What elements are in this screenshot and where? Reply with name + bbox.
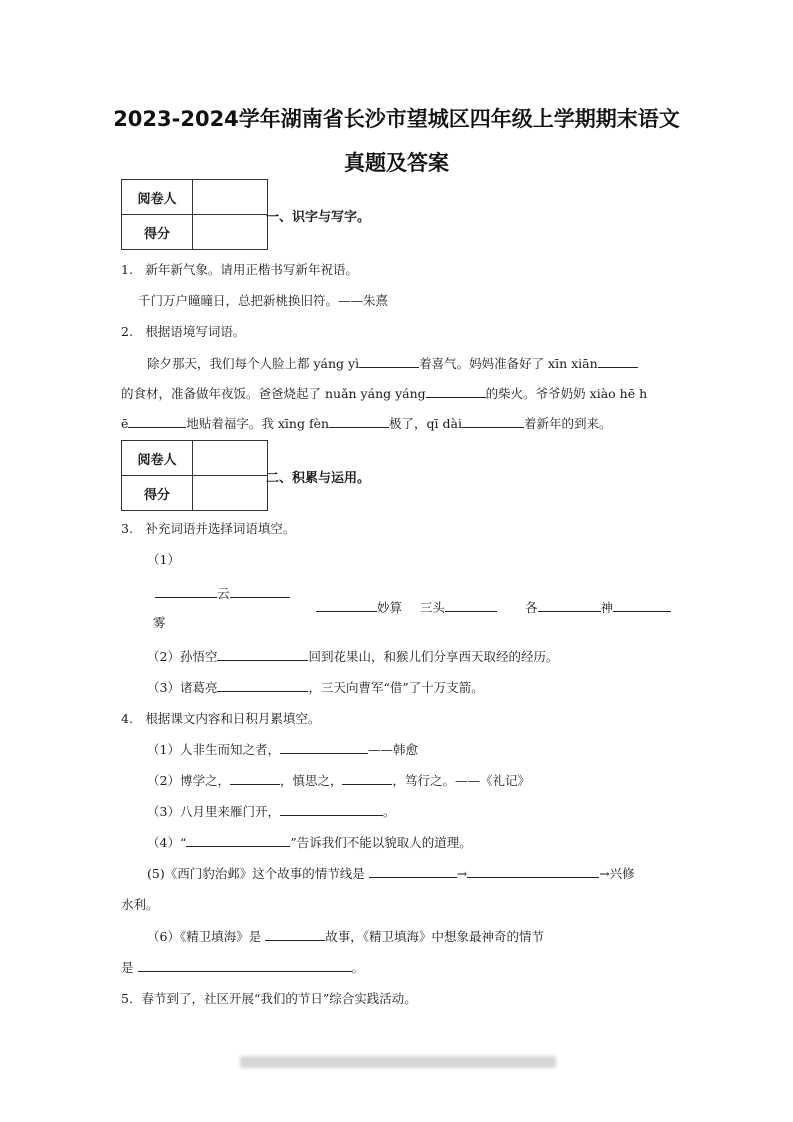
- score-box: [193, 476, 268, 511]
- question-5-stem: 5．春节到了，社区开展“我们的节日”综合实践活动。: [121, 991, 417, 1006]
- answer-blank[interactable]: [462, 414, 524, 428]
- question-2-line-3: ē 地贴着福字。我 xīng fèn 极了，qī dài 着新年的到来。: [121, 416, 612, 431]
- answer-blank[interactable]: [265, 927, 325, 941]
- reviewer-box: [193, 180, 268, 215]
- question-2-line-1: 除夕那天，我们每个人脸上都 yáng yì 着喜气。妈妈准备好了 xīn xiān: [147, 354, 638, 372]
- score-label: 得分: [122, 215, 193, 250]
- idiom-ge-shen: 各 神: [525, 598, 671, 616]
- page-subtitle: 真题及答案: [344, 151, 449, 175]
- answer-blank[interactable]: [369, 864, 457, 878]
- answer-blank[interactable]: [598, 354, 638, 368]
- answer-blank[interactable]: [426, 384, 486, 398]
- question-3-sub2: （2）孙悟空 回到花果山，和猴儿们分享西天取经的经历。: [147, 649, 559, 664]
- idiom-santou: 三头: [420, 598, 497, 616]
- answer-blank[interactable]: [445, 598, 497, 612]
- answer-blank[interactable]: [538, 598, 601, 612]
- section-heading-2: 二、积累与运用。: [266, 471, 371, 486]
- answer-blank[interactable]: [316, 598, 377, 612]
- footer-watermark: [240, 1056, 556, 1068]
- idiom-wu-char: 雾: [153, 615, 166, 630]
- answer-blank[interactable]: [280, 740, 368, 754]
- answer-blank[interactable]: [230, 584, 290, 598]
- score-box: [193, 215, 268, 250]
- page-title: 2023-2024学年湖南省长沙市望城区四年级上学期期末语文: [113, 107, 680, 131]
- question-4-line-3: （3）八月里来雁门开， 。: [147, 804, 396, 819]
- question-4-line-2: （2）博学之， ，慎思之， ，笃行之。——《礼记》: [147, 773, 530, 788]
- question-3-sub3: （3）诸葛亮 ，三天向曹军“借”了十万支箭。: [147, 680, 484, 695]
- answer-blank[interactable]: [342, 771, 392, 785]
- question-4-line-1: （1）人非生而知之者， ——韩愈: [147, 742, 418, 757]
- answer-blank[interactable]: [155, 584, 217, 598]
- answer-blank[interactable]: [217, 678, 308, 692]
- reviewer-label: 阅卷人: [122, 441, 193, 476]
- answer-blank[interactable]: [280, 802, 383, 816]
- question-2-line-2: 的食材，准备做年夜饭。爸爸烧起了 nuǎn yáng yáng 的柴火。爷爷奶奶 xiào hē h: [121, 386, 648, 401]
- question-4-line-5-cont: 水利。: [121, 897, 159, 912]
- question-3-sub1: （1）: [147, 552, 180, 567]
- question-4-stem: 4. 根据课文内容和日积月累填空。: [121, 711, 321, 726]
- reviewer-label: 阅卷人: [122, 180, 193, 215]
- question-1-stem: 1. 新年新气象。请用正楷书写新年祝语。: [121, 262, 358, 277]
- answer-blank[interactable]: [329, 414, 389, 428]
- answer-blank[interactable]: [359, 354, 419, 368]
- score-label: 得分: [122, 476, 193, 511]
- answer-blank[interactable]: [467, 864, 599, 878]
- idiom-miaosuan: 妙算: [316, 598, 402, 616]
- answer-blank[interactable]: [613, 598, 671, 612]
- question-4-line-6: （6）《精卫填海》是 故事，《精卫填海》中想象最神奇的情节: [147, 929, 544, 944]
- answer-blank[interactable]: [138, 958, 352, 972]
- answer-blank[interactable]: [230, 771, 280, 785]
- question-2-stem: 2. 根据语境写词语。: [121, 324, 246, 339]
- answer-blank[interactable]: [128, 414, 186, 428]
- reviewer-box: [193, 441, 268, 476]
- score-table-1: [121, 179, 268, 250]
- section-heading-1: 一、识字与写字。: [266, 210, 371, 225]
- question-3-stem: 3. 补充词语并选择词语填空。: [121, 521, 296, 536]
- score-table-2: [121, 440, 268, 511]
- answer-blank[interactable]: [186, 833, 290, 847]
- question-4-line-4: （4）“ ”告诉我们不能以貌取人的道理。: [147, 835, 472, 850]
- answer-blank[interactable]: [217, 647, 308, 661]
- question-4-line-5: (5)《西门豹治邺》这个故事的情节线是 → →兴修: [147, 866, 635, 881]
- idiom-yunwu: 云: [155, 584, 290, 602]
- question-4-line-6-cont: 是 。: [121, 960, 365, 975]
- question-1-poem: 千门万户曈曈日，总把新桃换旧符。——朱熹: [138, 293, 389, 308]
